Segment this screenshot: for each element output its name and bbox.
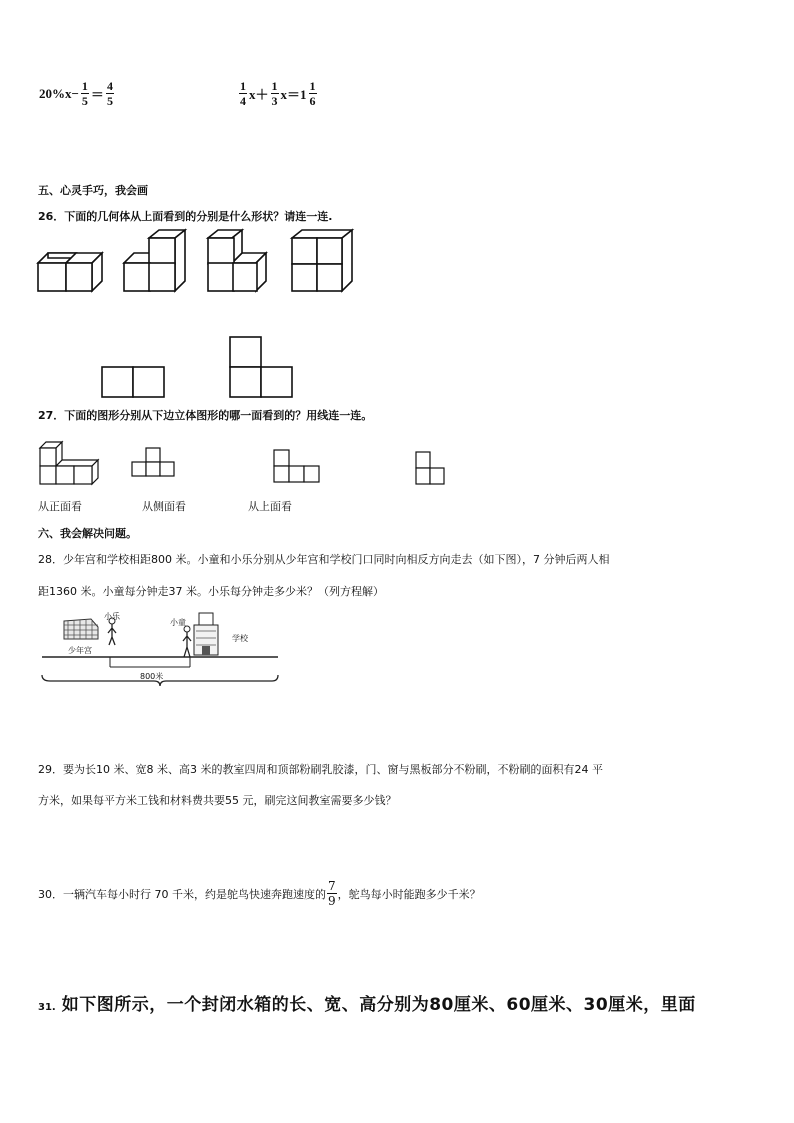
question-30 [38,879,481,908]
xiaotong-figure [183,626,191,657]
eq2-f1-numerator: 1 [240,79,246,93]
eq2-term-1: x＋ [249,87,269,102]
view-2 [230,337,292,397]
eq2-f3-numerator: 1 [309,79,316,93]
solid-4 [292,230,352,291]
eq2-fraction-1 [239,79,247,108]
question-31-number: 31. [38,1002,56,1013]
q30-frac-denominator: 9 [328,894,336,908]
question-30-text-after: ，鸵鸟每小时能跑多少千米？ [337,887,481,901]
q27-view-3 [416,452,444,484]
q27-label-side: 从侧面看 [142,500,186,513]
question-28-line-1: 28．少年宫和学校相距800 米。小童和小乐分别从少年宫和学校门口同时向相反方向走去（如下图），7 分钟后两人相 [38,553,610,566]
question-29-line-1: 29．要为长10 米、宽8 米、高3 米的教室四周和顶部粉刷乳胶漆，门、窗与黑板部分不粉刷，不粉刷的面积有24 平 [38,763,603,776]
view-1 [102,367,164,397]
eq1-prefix: 20%x− [39,85,79,101]
question-31 [38,990,696,1015]
eq2-f1-denominator: 4 [240,94,246,108]
eq1-f2-denominator: 5 [106,94,113,108]
label-youth-palace: 少年宫 [68,646,92,655]
q27-view-1 [132,448,174,476]
youth-palace-building [64,619,98,639]
eq1-f1-denominator: 5 [81,94,88,108]
label-school: 学校 [232,634,248,643]
q27-label-top: 从上面看 [248,500,292,513]
eq2-f2-denominator: 3 [271,94,278,108]
eq1-f2-numerator: 4 [106,79,113,93]
section-6-heading: 六、我会解决问题。 [38,527,137,540]
eq2-fraction-2 [271,79,279,108]
eq2-term-2: x＝1 [280,87,307,102]
question-26-views [100,336,300,401]
label-distance: 800米 [140,672,164,681]
eq2-f3-denominator: 6 [309,94,316,108]
question-31-text: 如下图所示，一个封闭水箱的长、宽、高分别为80厘米、60厘米、30厘米，里面 [61,995,696,1015]
eq2-fraction-3 [309,79,317,108]
q27-label-front: 从正面看 [38,500,82,513]
question-27-text: 27．下面的图形分别从下边立体图形的哪一面看到的？用线连一连。 [38,409,373,422]
question-27-figures [38,432,458,487]
equation-2 [238,79,318,108]
question-29-line-2: 方米，如果每平方米工钱和材料费共要55 元，刷完这间教室需要多少钱？ [38,794,397,807]
eq1-equals: ＝ [90,87,104,102]
question-30-fraction [327,879,337,908]
q30-frac-numerator: 7 [328,879,336,893]
eq1-fraction-2 [106,79,114,108]
eq1-fraction-1 [81,79,89,108]
solid-3 [208,230,266,291]
equation-1 [38,79,115,108]
question-26-text: 26．下面的几何体从上面看到的分别是什么形状？请连一连. [38,210,333,223]
solid-1 [38,253,102,291]
label-xiaotong: 小童 [170,618,186,627]
solid-2 [124,230,185,291]
label-xiaole: 小乐 [104,612,120,621]
school-building [194,613,218,655]
question-30-text-before: 30．一辆汽车每小时行 70 千米，约是鸵鸟快速奔跑速度的 [38,887,326,901]
question-28-line-2: 距1360 米。小童每分钟走37 米。小乐每分钟走多少米？（列方程解） [38,585,384,598]
eq2-f2-numerator: 1 [271,79,278,93]
q27-solid [40,442,98,484]
section-5-heading: 五、心灵手巧，我会画 [38,184,148,197]
q27-view-2 [274,450,319,482]
question-26-solids [36,228,376,293]
eq1-f1-numerator: 1 [81,79,88,93]
xiaole-figure [108,618,116,645]
